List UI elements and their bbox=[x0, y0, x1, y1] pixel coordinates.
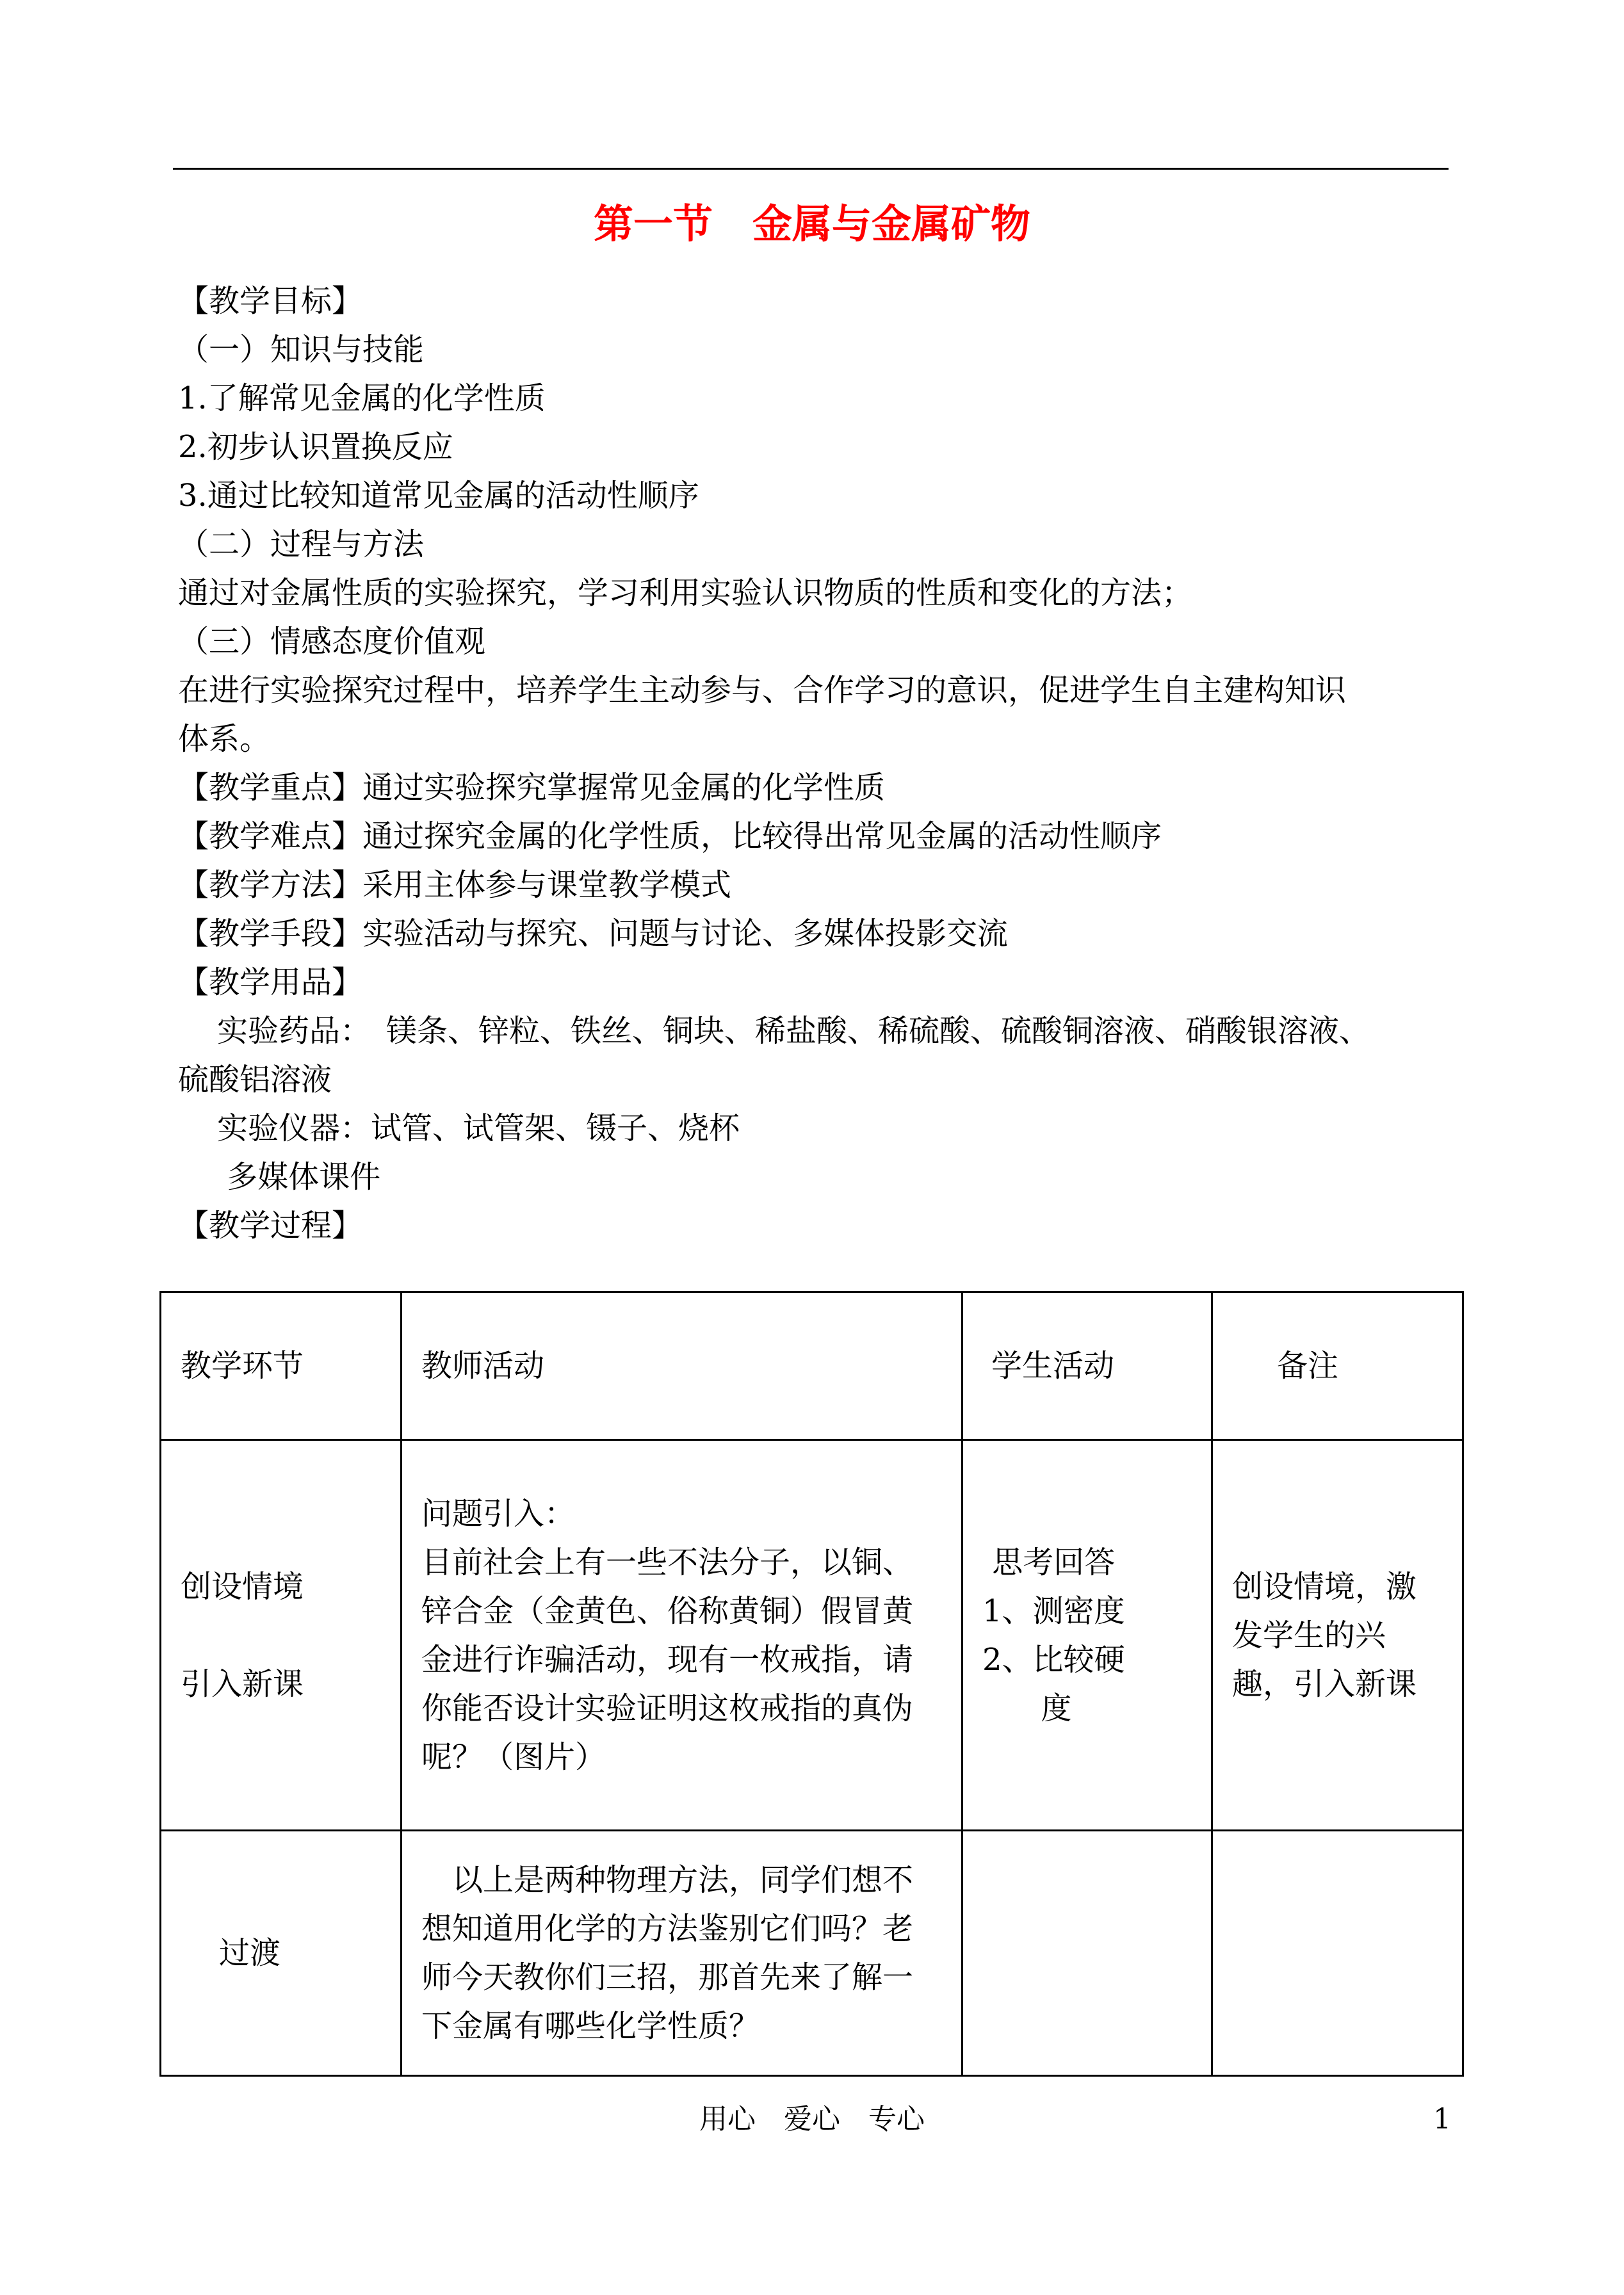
text-line: 通过对金属性质的实验探究，学习利用实验认识物质的性质和变化的方法； bbox=[178, 575, 1193, 611]
text-line: 实验药品： 镁条、锌粒、铁丝、铜块、稀盐酸、稀硫酸、硫酸铜溶液、硝酸银溶液、 bbox=[178, 1013, 1370, 1049]
text-line: 【教学手段】实验活动与探究、问题与讨论、多媒体投影交流 bbox=[178, 916, 1009, 952]
lesson-table bbox=[159, 1291, 1464, 2077]
table-header-row bbox=[161, 1292, 1463, 1440]
page-number: 1 bbox=[1433, 2103, 1451, 2136]
text-line: （三）情感态度价值观 bbox=[178, 624, 486, 660]
text-line: 【教学方法】采用主体参与课堂教学模式 bbox=[178, 867, 732, 903]
text-line: 【教学难点】通过探究金属的化学性质，比较得出常见金属的活动性顺序 bbox=[178, 818, 1162, 854]
text-line: 在进行实验探究过程中，培养学生主动参与、合作学习的意识，促进学生自主建构知识 bbox=[178, 672, 1347, 708]
header-cell-student: 学生活动 bbox=[962, 1292, 1212, 1440]
header-rule bbox=[173, 168, 1449, 170]
text-line: 实验仪器：试管、试管架、镊子、烧杯 bbox=[178, 1110, 740, 1146]
text-line: 【教学重点】通过实验探究掌握常见金属的化学性质 bbox=[178, 770, 886, 806]
text-line: （一）知识与技能 bbox=[178, 332, 425, 368]
cell-note bbox=[1212, 1831, 1463, 2076]
page-title: 第一节 金属与金属矿物 bbox=[593, 200, 1030, 247]
cell-teacher: 以上是两种物理方法，同学们想不想知道用化学的方法鉴别它们吗？老师今天教你们三招，那首先来了解一下金属有哪些化学性质？ bbox=[402, 1831, 962, 2076]
cell-note: 创设情境，激发学生的兴趣，引入新课 bbox=[1212, 1440, 1463, 1831]
text-line: 1.了解常见金属的化学性质 bbox=[178, 380, 546, 416]
header-cell-teacher: 教师活动 bbox=[402, 1292, 962, 1440]
cell-student bbox=[962, 1831, 1212, 2076]
header-cell-note: 备注 bbox=[1212, 1292, 1463, 1440]
text-line: 多媒体课件 bbox=[178, 1159, 381, 1195]
text-line: 【教学过程】 bbox=[178, 1208, 363, 1244]
text-line: 3.通过比较知道常见金属的活动性顺序 bbox=[178, 478, 699, 514]
table-row bbox=[161, 1440, 1463, 1831]
header-cell-stage: 教学环节 bbox=[161, 1292, 402, 1440]
page-footer: 用心 爱心 专心 bbox=[699, 2103, 925, 2136]
text-line: 【教学目标】 bbox=[178, 283, 363, 319]
cell-stage: 过渡 bbox=[161, 1831, 402, 2076]
cell-stage: 创设情境 引入新课 bbox=[161, 1440, 402, 1831]
text-line: 【教学用品】 bbox=[178, 964, 363, 1000]
text-line: 体系。 bbox=[178, 721, 271, 757]
table-row bbox=[161, 1831, 1463, 2076]
cell-teacher: 问题引入： 目前社会上有一些不法分子，以铜、锌合金（金黄色、俗称黄铜）假冒黄金进行诈骗活动，现有一枚戒指，请你能否设计实验证明这枚戒指的真伪呢？（图片） bbox=[402, 1440, 962, 1831]
cell-student: 思考回答 1、测密度 2、比较硬 度 bbox=[962, 1440, 1212, 1831]
text-line: 硫酸铝溶液 bbox=[178, 1062, 332, 1098]
text-line: （二）过程与方法 bbox=[178, 526, 425, 562]
text-line: 2.初步认识置换反应 bbox=[178, 429, 453, 465]
